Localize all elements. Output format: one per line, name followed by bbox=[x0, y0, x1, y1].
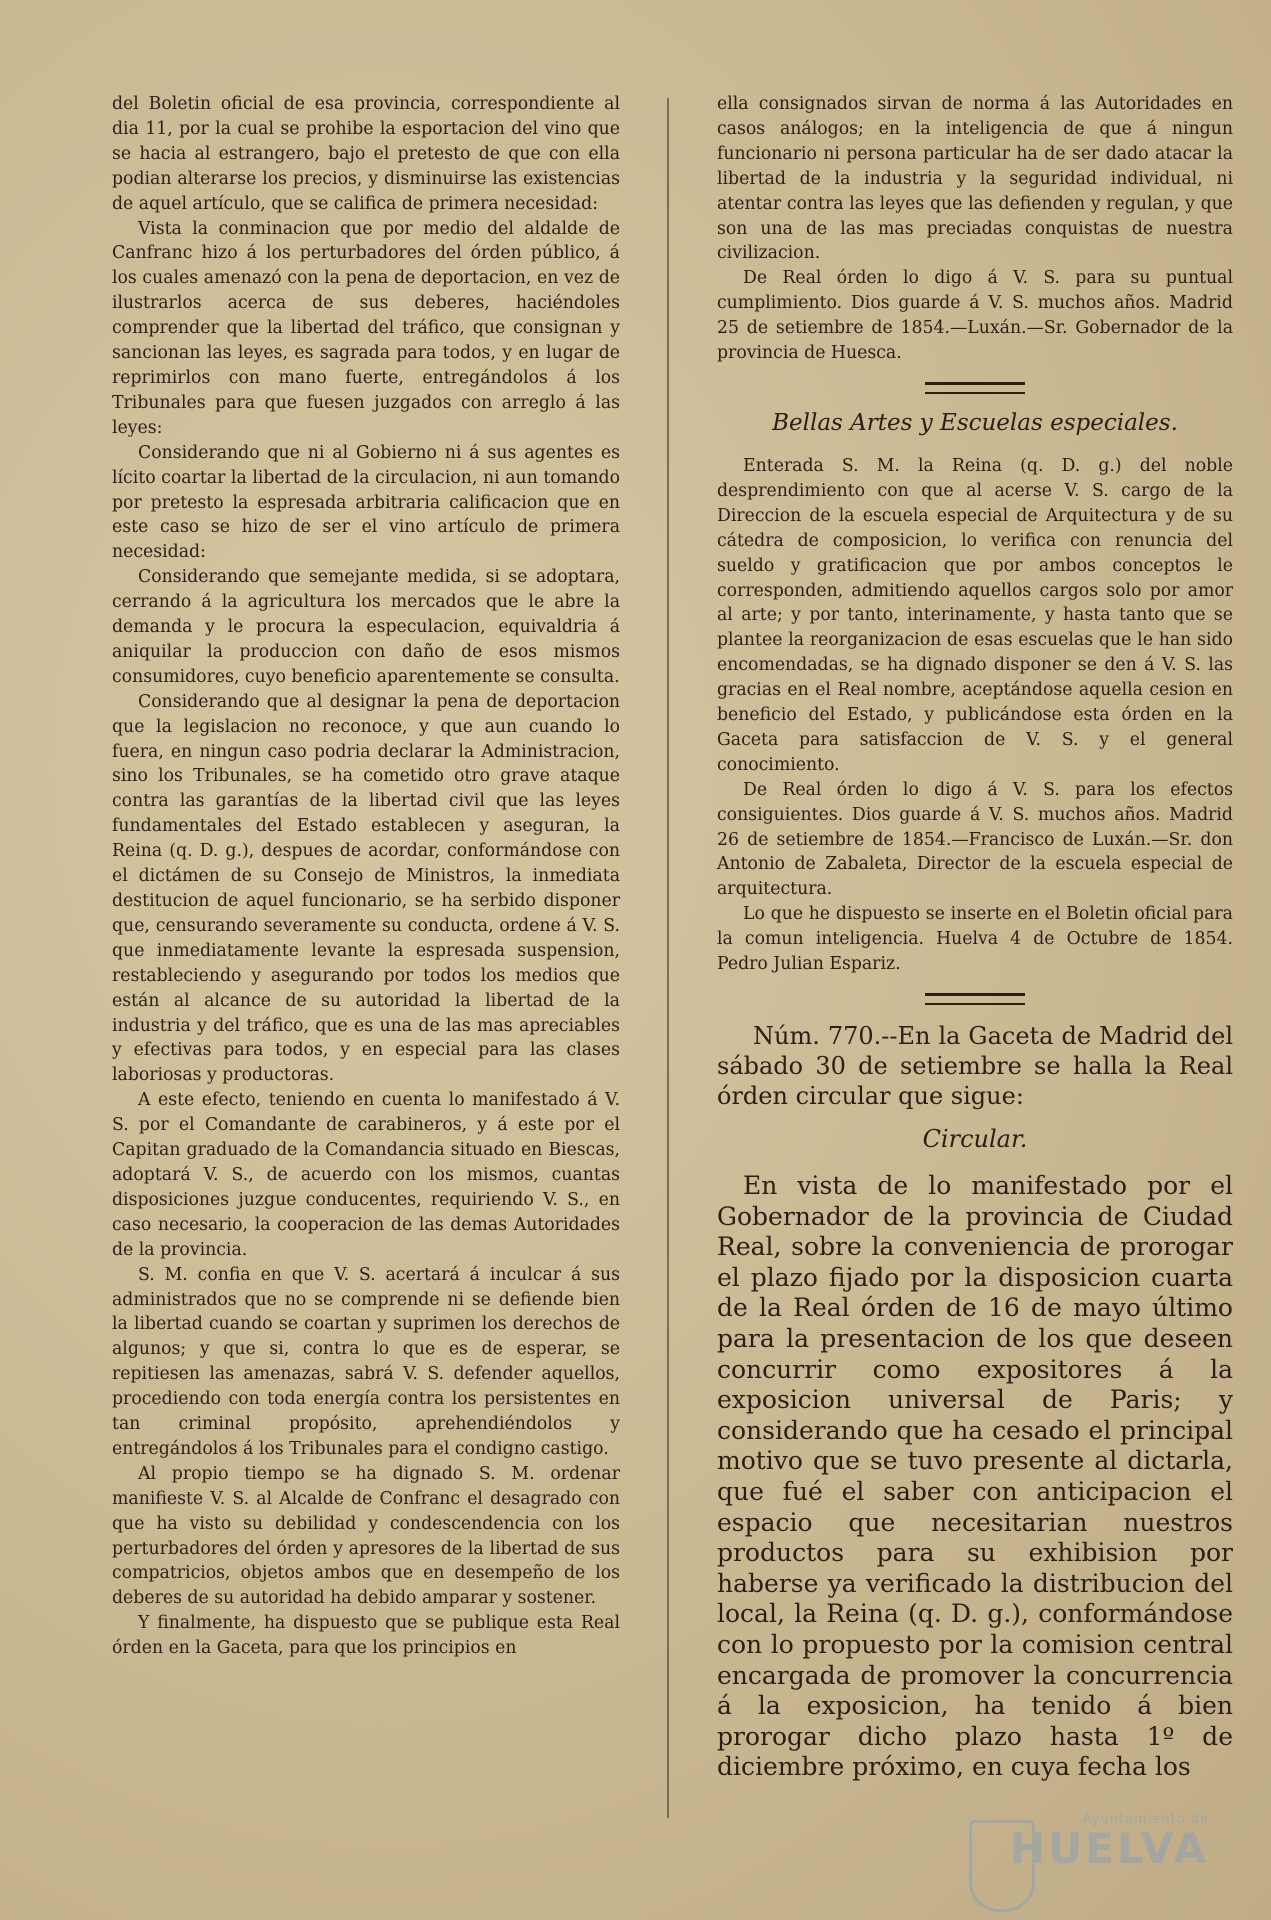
left-paragraph-7: S. M. confia en que V. S. acertará á inculcar á sus administrados que no se comprende ni se defiende bien la libertad cuando se coartan y suprimen los derechos de algunos; y que si, contra lo que es de esperar, se repitiesen las amenazas, sabrá V. S. defender aquellos, procediendo con toda energía contra los persistentes en tan criminal propósito, aprehendiéndolos y entregándolos á los Tribunales para el condigno castigo. bbox=[112, 1264, 620, 1459]
left-paragraph-3: Considerando que ni al Gobierno ni á sus agentes es lícito coartar la libertad de la circulacion, ni aun tomando por pretesto la espresada arbitraria calificacion que en este caso se hizo de ser el vino artículo de primera necesidad: bbox=[112, 442, 620, 563]
separator-rule-2 bbox=[925, 993, 1025, 1005]
left-paragraph-1: del Boletin oficial de esa provincia, correspondiente al dia 11, por la cual se prohibe la esportacion del vino que se hacia al estrangero, bajo el pretesto de que con ella podian alterarse los precios, y disminuirse las existencias de aquel artículo, que se califica de primera necesidad: bbox=[112, 94, 620, 214]
column-divider bbox=[667, 98, 669, 1818]
circular-heading: Circular. bbox=[922, 1125, 1028, 1153]
section-paragraph-3: Lo que he dispuesto se inserte en el Boletin oficial para la comun inteligencia. Huelva 4 de Octubre de 1854. Pedro Julian Espariz. bbox=[717, 904, 1233, 975]
left-paragraph-4: Considerando que semejante medida, si se adoptara, cerrando á la agricultura los mercados que le abre la demanda y le procura la especulacion, equivaldria á aniquilar la produccion con daño de esos mismos consumidores, cuyo beneficio aparentemente se consulta. bbox=[112, 567, 620, 687]
right-paragraph-1: ella consignados sirvan de norma á las Autoridades en casos análogos; en la inteligencia de que á ningun funcionario ni persona particular ha de ser dado atacar la libertad de la industria y la seguridad individual, ni atentar contra las leyes que las defienden y regulan, y que son una de las mas preciadas conquistas de nuestra civilizacion. bbox=[717, 94, 1233, 264]
right-paragraph-2: De Real órden lo digo á V. S. para su puntual cumplimiento. Dios guarde á V. S. muchos años. Madrid 25 de setiembre de 1854.—Luxán.—Sr. Gobernador de la provincia de Huesca. bbox=[717, 268, 1233, 364]
left-paragraph-5: Considerando que al designar la pena de deportacion que la legislacion no reconoce, y que aun cuando lo fuera, en ningun caso podria declarar la Administracion, sino los Tribunales, se ha cometido otro grave ataque contra las garantías de la libertad civil que las leyes fundamentales del Estado establecen y aseguran, la Reina (q. D. g.), despues de acordar, conformándose con el dictámen de su Consejo de Ministros, la inmediata destitucion de aquel funcionario, se ha serbido disponer que, censurando severamente su conducta, ordene á V. S. que inmediatamente levante la espresada suspension, restableciendo y asegurando por todos los medios que están al alcance de su autoridad la libertad de la industria y del tráfico, que es una de las mas apreciables y efectivas para todos, y en especial para las clases laboriosas y productoras. bbox=[112, 691, 620, 1086]
section-paragraph-1: Enterada S. M. la Reina (q. D. g.) del noble desprendimiento con que al acerse V. S. cargo de la Direccion de la escuela especial de Arquitectura y de su cátedra de composicion, lo verifica con renuncia del sueldo y gratificacion que por ambos conceptos le corresponden, admitiendo aquellos cargos solo por amor al arte; y por tanto, interinamente, y hasta tanto que se plantee la reorganizacion de esas escuelas que le han sido encomendadas, se ha dignado disponer se den á V. S. las gracias en el Real nombre, aceptándose aquella cesion en beneficio del Estado, y publicándose esta órden en la Gaceta para satisfaccion de V. S. y el general conocimiento. bbox=[717, 455, 1233, 775]
archive-watermark bbox=[969, 1812, 1209, 1912]
left-paragraph-2: Vista la conminacion que por medio del aldalde de Canfranc hizo á los perturbadores del órden público, á los cuales amenazó con la pena de deportacion, en vez de ilustrarlos acerca de sus deberes, haciéndoles comprender que la libertad del tráfico, que consignan y sancionan las leyes, es sagrada para todos, y en lugar de reprimirlos con mano fuerte, entregándolos á los Tribunales para que fuesen juzgados con arreglo á las leyes: bbox=[112, 218, 620, 438]
watermark-line-1: Ayuntamiento de bbox=[1082, 1812, 1209, 1827]
left-column bbox=[112, 92, 620, 1661]
shield-icon bbox=[969, 1820, 1035, 1912]
circular-paragraph: En vista de lo manifestado por el Gobernador de la provincia de Ciudad Real, sobre la conveniencia de prorogar el plazo fijado por la disposicion cuarta de la Real órden de 16 de mayo último para la presentacion de los que deseen concurrir como expositores á la exposicion universal de Paris; y considerando que ha cesado el principal motivo que se tuvo presente al dictarla, que fué el saber con anticipacion el espacio que necesitarian nuestros productos para su exhibision por haberse ya verificado la distribucion del local, la Reina (q. D. g.), conformándose con lo propuesto por la comision central encargada de promover la concurrencia á la exposicion, ha tenido á bien prorogar dicho plazo hasta 1º de diciembre próximo, en cuya fecha los bbox=[717, 1171, 1233, 1782]
left-paragraph-8: Al propio tiempo se ha dignado S. M. ordenar manifieste V. S. al Alcalde de Confranc el desagrado con que ha visto su debilidad y condescendencia con los perturbadores del órden y apresores de la libertad de sus compatricios, objetos ambos que en desempeño de los deberes de su autoridad ha debido amparar y sostener. bbox=[112, 1463, 620, 1609]
section-paragraph-2: De Real órden lo digo á V. S. para los efectos consiguientes. Dios guarde á V. S. muchos años. Madrid 26 de setiembre de 1854.—Francisco de Luxán.—Sr. don Antonio de Zabaleta, Director de la escuela especial de arquitectura. bbox=[717, 779, 1233, 900]
separator-rule-1 bbox=[925, 382, 1025, 394]
right-column bbox=[717, 92, 1233, 1783]
section-heading: Bellas Artes y Escuelas especiales. bbox=[772, 409, 1178, 436]
left-paragraph-6: A este efecto, teniendo en cuenta lo manifestado á V. S. por el Comandante de carabineros, y á este por el Capitan graduado de la Comandancia situado en Biescas, adoptará V. S., de acuerdo con los mismos, cuantas disposiciones juzgue conducentes, requiriendo V. S., en caso necesario, la cooperacion de las demas Autoridades de la provincia. bbox=[112, 1090, 620, 1260]
watermark-line-2: HUELVA bbox=[1009, 1824, 1209, 1873]
num-770-paragraph: Núm. 770.--En la Gaceta de Madrid del sábado 30 de setiembre se halla la Real órden circular que sigue: bbox=[717, 1022, 1233, 1110]
left-paragraph-9: Y finalmente, ha dispuesto que se publique esta Real órden en la Gaceta, para que los principios en bbox=[112, 1613, 620, 1659]
